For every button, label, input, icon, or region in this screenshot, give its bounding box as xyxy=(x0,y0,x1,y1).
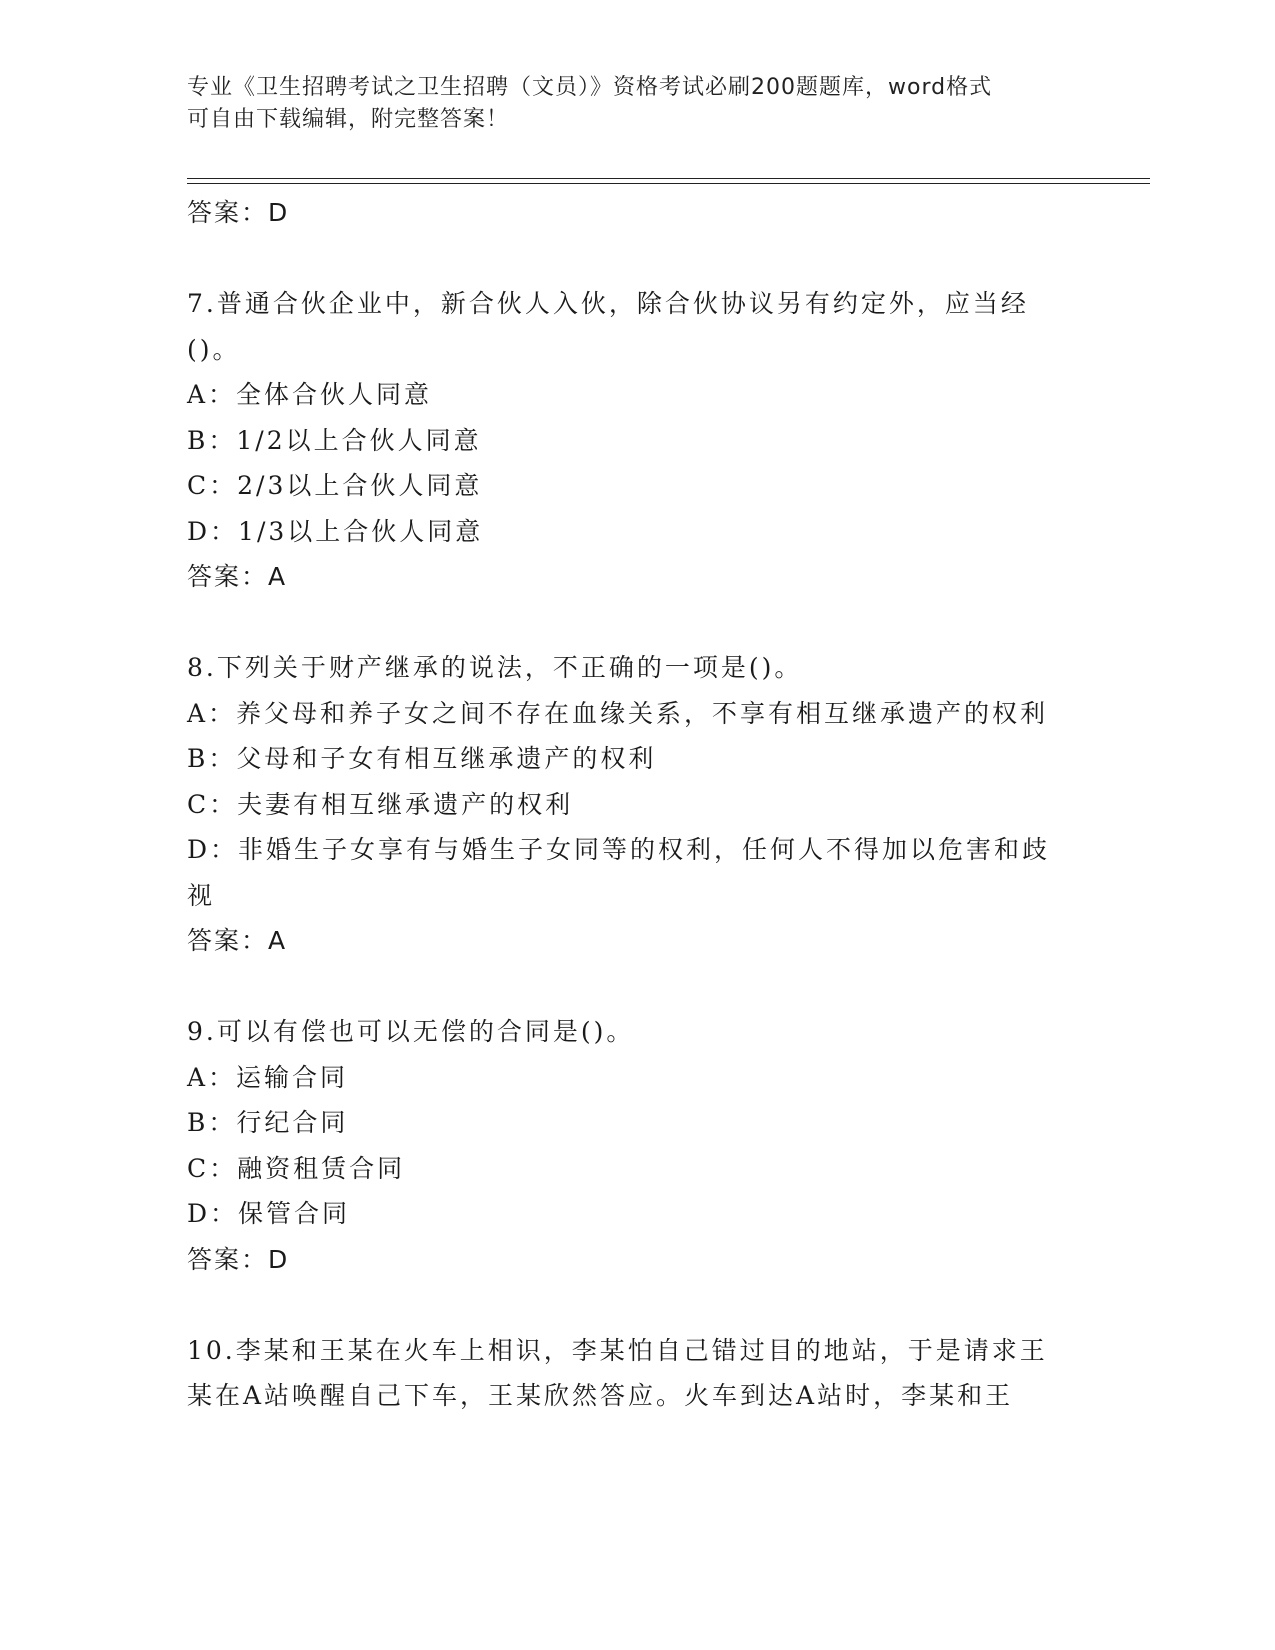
spacer xyxy=(187,964,1087,1010)
option-d: D：1/3以上合伙人同意 xyxy=(187,516,484,546)
question-text-line: 8.下列关于财产继承的说法，不正确的一项是()。 xyxy=(187,653,803,682)
question-text-line: 10.李某和王某在火车上相识，李某怕自己错过目的地站，于是请求王 xyxy=(187,1335,1048,1365)
question-7 xyxy=(187,281,1087,600)
option-c: C：2/3以上合伙人同意 xyxy=(187,471,483,500)
header-rule-top xyxy=(187,178,1150,179)
option-a: A：运输合同 xyxy=(187,1062,349,1092)
option-a: A：养父母和养子女之间不存在血缘关系，不享有相互继承遗产的权利 xyxy=(187,698,1049,728)
page-header xyxy=(187,72,1067,136)
option-c: C：夫妻有相互继承遗产的权利 xyxy=(187,789,574,819)
option-b: B：父母和子女有相互继承遗产的权利 xyxy=(187,744,657,773)
option-a: A：全体合伙人同意 xyxy=(187,380,433,409)
question-10 xyxy=(187,1328,1087,1419)
question-8 xyxy=(187,645,1087,964)
option-b: B：行纪合同 xyxy=(187,1108,349,1137)
answer-line: 答案：D xyxy=(187,198,290,227)
header-line-1: 专业《卫生招聘考试之卫生招聘（文员）》资格考试必刷200题题库，word格式 xyxy=(187,75,993,100)
answer-line: 答案：D xyxy=(187,1244,290,1274)
option-d: D：非婚生子女享有与婚生子女同等的权利，任何人不得加以危害和歧 xyxy=(187,835,1051,864)
question-text-line: 9.可以有偿也可以无偿的合同是()。 xyxy=(187,1017,635,1046)
question-9 xyxy=(187,1009,1087,1282)
question-text-line: ()。 xyxy=(187,334,241,364)
question-text-line: 某在A站唤醒自己下车，王某欣然答应。火车到达A站时，李某和王 xyxy=(187,1381,1014,1410)
question-text-line: 7.普通合伙企业中，新合伙人入伙，除合伙协议另有约定外，应当经 xyxy=(187,289,1029,318)
option-c: C：融资租赁合同 xyxy=(187,1153,406,1183)
header-line-2: 可自由下载编辑，附完整答案！ xyxy=(187,107,510,132)
option-d-continued: 视 xyxy=(187,880,216,910)
option-b: B：1/2以上合伙人同意 xyxy=(187,425,482,455)
answer-line: 答案：A xyxy=(187,562,288,591)
answer-line: 答案：A xyxy=(187,926,288,955)
question-list xyxy=(187,190,1087,1419)
spacer xyxy=(187,1282,1087,1328)
spacer xyxy=(187,236,1087,282)
spacer xyxy=(187,600,1087,646)
header-rule-bottom xyxy=(187,183,1150,184)
option-d: D：保管合同 xyxy=(187,1199,351,1228)
